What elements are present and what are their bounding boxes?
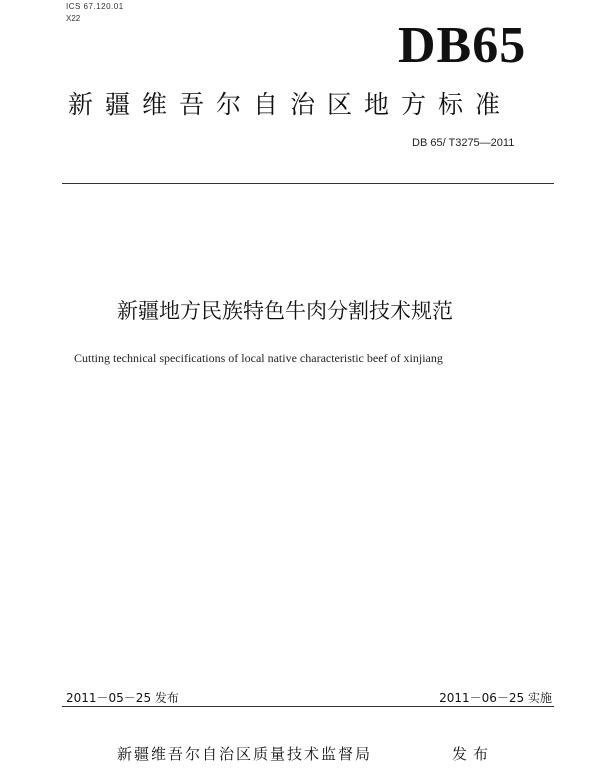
issue-date: 2011－05－25 发布 <box>66 691 179 705</box>
document-title-english: Cutting technical specifications of local native characteristic beef of xinjiang <box>74 351 443 365</box>
ics-code: ICS 67.120.01 <box>66 2 124 11</box>
document-title-chinese: 新疆地方民族特色牛肉分割技术规范 <box>117 299 453 323</box>
implementation-date: 2011－06－25 实施 <box>439 691 552 705</box>
header-divider <box>62 183 554 184</box>
standard-number: DB 65/ T3275—2011 <box>412 137 515 149</box>
publish-label: 发布 <box>452 745 495 763</box>
standard-category-title: 新疆维吾尔自治区地方标准 <box>68 90 513 119</box>
publisher-name: 新疆维吾尔自治区质量技术监督局 <box>117 745 373 763</box>
db65-logo: DB65 <box>398 17 527 74</box>
classification-code: X22 <box>66 14 81 23</box>
footer-divider <box>62 706 554 707</box>
